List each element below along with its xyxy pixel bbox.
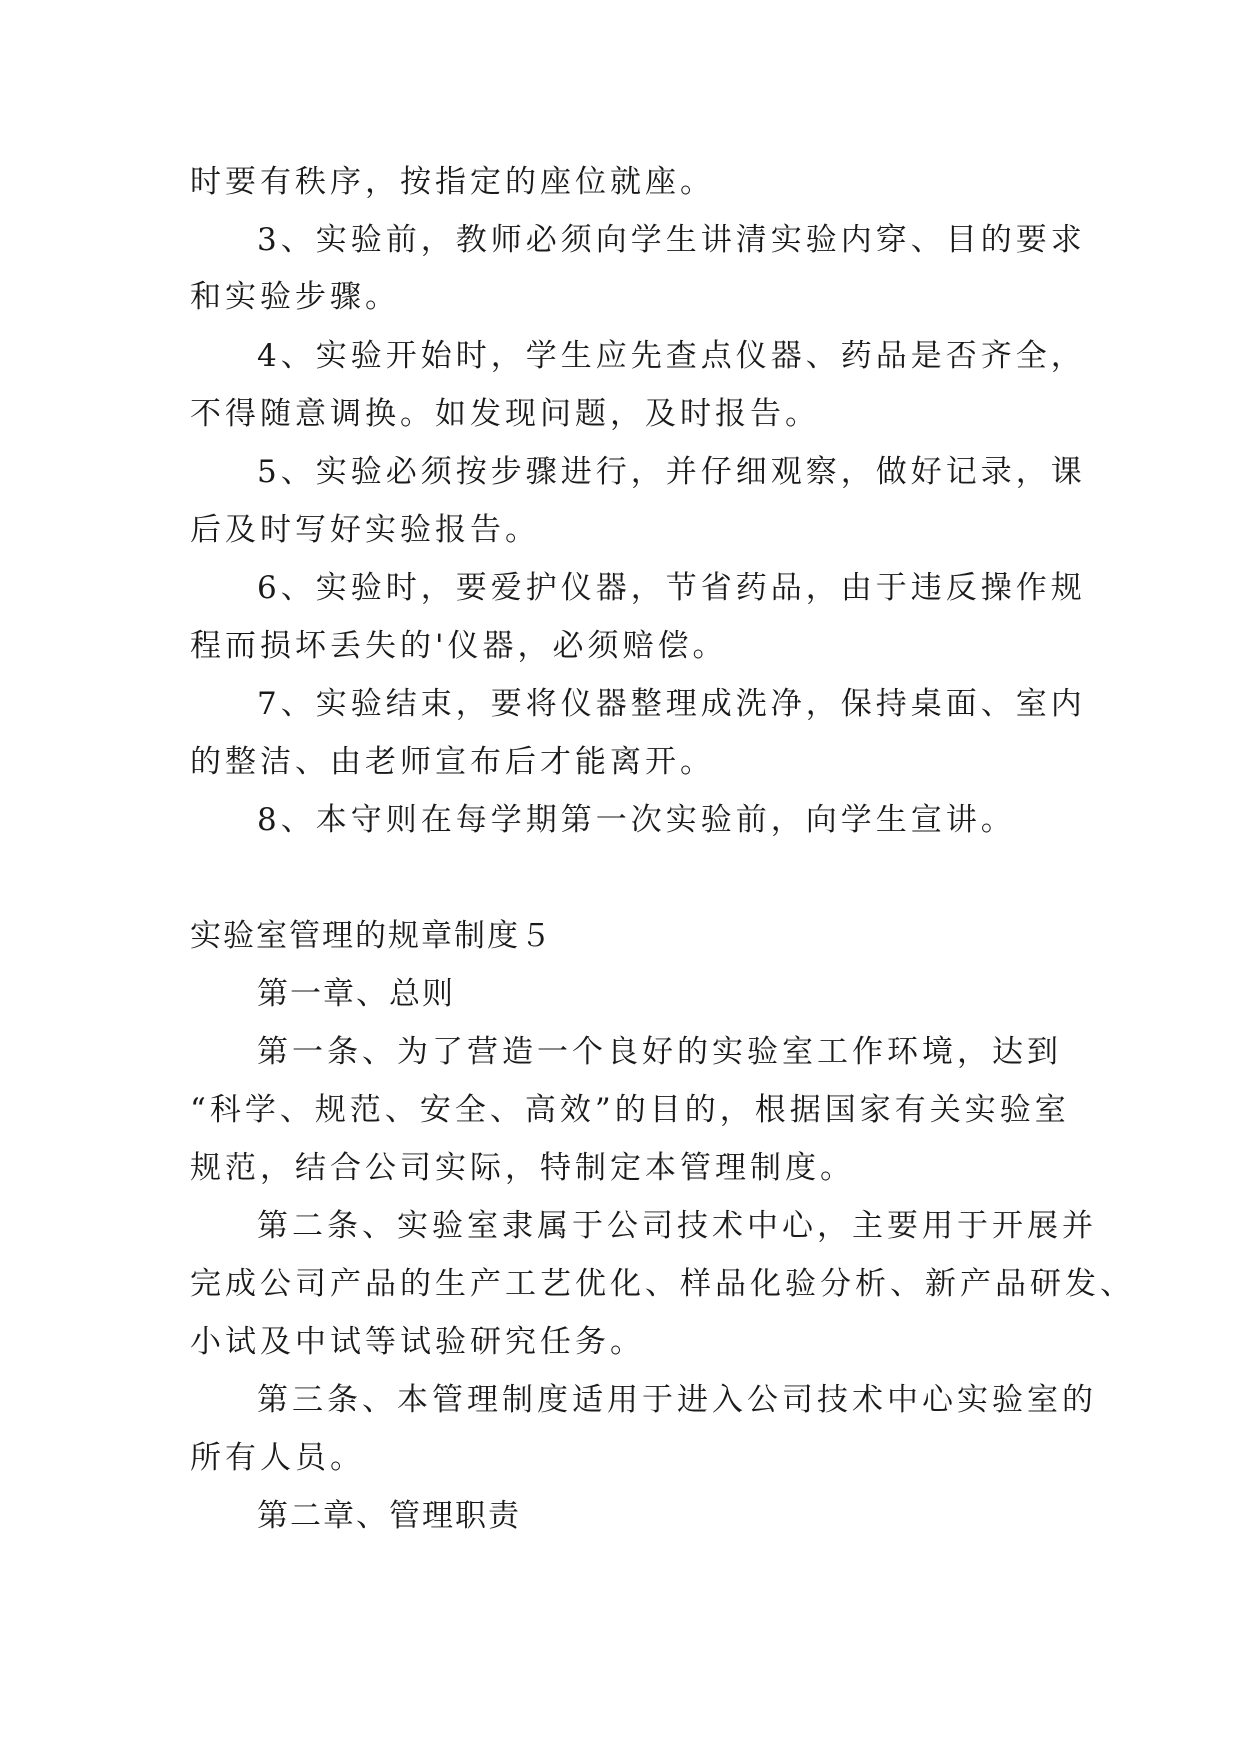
chapter-1-heading: 第一章、总则 <box>257 976 455 1012</box>
rule-5-line-2: 后及时写好实验报告。 <box>190 512 540 548</box>
rule-7-line-1: 7、实验结束，要将仪器整理成洗净，保持桌面、室内 <box>257 686 1086 722</box>
article-2-line-1: 第二条、实验室隶属于公司技术中心，主要用于开展并 <box>257 1208 1097 1244</box>
article-1-line-3: 规范，结合公司实际，特制定本管理制度。 <box>190 1150 855 1186</box>
article-2-line-2: 完成公司产品的生产工艺优化、样品化验分析、新产品研发、 <box>190 1266 1135 1302</box>
article-1-line-2: “科学、规范、安全、高效”的目的，根据国家有关实验室 <box>190 1092 1070 1128</box>
rule-5-line-1: 5、实验必须按步骤进行，并仔细观察，做好记录，课 <box>257 454 1086 490</box>
rule-4-line-1: 4、实验开始时，学生应先查点仪器、药品是否齐全， <box>257 338 1086 374</box>
rule-6-line-1: 6、实验时，要爱护仪器，节省药品，由于违反操作规 <box>257 570 1086 606</box>
article-2-line-3: 小试及中试等试验研究任务。 <box>190 1324 645 1360</box>
chapter-2-heading: 第二章、管理职责 <box>257 1498 521 1534</box>
article-3-line-2: 所有人员。 <box>190 1440 365 1476</box>
rule-2-continuation: 时要有秩序，按指定的座位就座。 <box>190 164 715 200</box>
rule-3-line-2: 和实验步骤。 <box>190 279 400 315</box>
rule-4-line-2: 不得随意调换。如发现问题，及时报告。 <box>190 396 820 432</box>
article-3-line-1: 第三条、本管理制度适用于进入公司技术中心实验室的 <box>257 1382 1097 1418</box>
rule-6-line-2: 程而损坏丢失的'仪器，必须赔偿。 <box>190 628 728 664</box>
article-1-line-1: 第一条、为了营造一个良好的实验室工作环境，达到 <box>257 1034 1062 1070</box>
section-title: 实验室管理的规章制度５ <box>190 918 553 954</box>
rule-3-line-1: 3、实验前，教师必须向学生讲清实验内穿、目的要求 <box>257 222 1086 258</box>
rule-8-line-1: 8、本守则在每学期第一次实验前，向学生宣讲。 <box>257 802 1016 838</box>
rule-7-line-2: 的整洁、由老师宣布后才能离开。 <box>190 744 715 780</box>
